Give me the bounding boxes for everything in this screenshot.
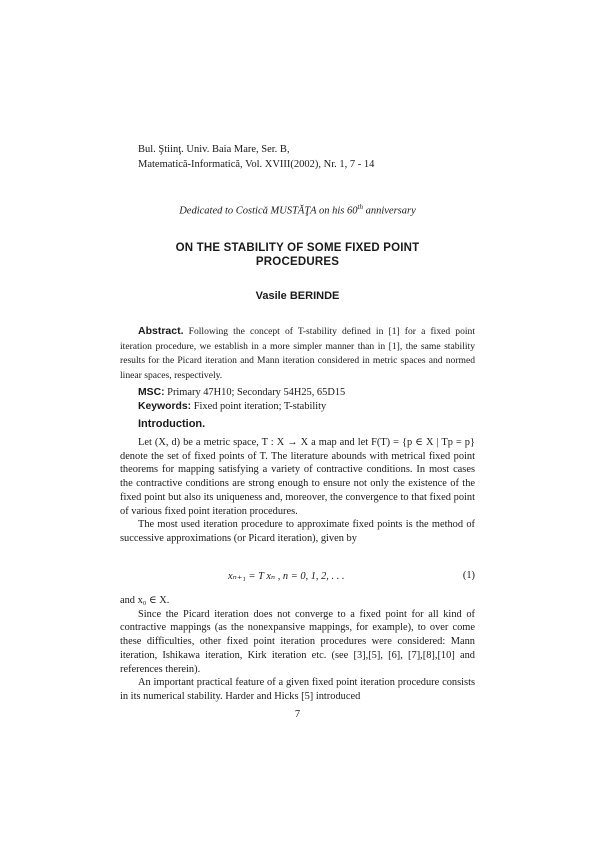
journal-header [138,142,374,172]
paragraph-4: Since the Picard iteration does not converge to a fixed point for all kind of contractive mappings (as the nonexpansive mappings, for example), to over come these difficulties, other fixed point iteration procedures were considered: Mann iteration, Ishikawa iteration, Kirk iteration etc. (see [3],[5], [6], [7],[8],[10] and references therein). [120,608,475,675]
paragraph-2: The most used iteration procedure to approximate fixed points is the method of successive approximations (or Picard iteration), given by [120,519,475,544]
paragraph-3: and x₀ ∈ X. [120,595,170,606]
msc-line [138,386,345,400]
paper-title [140,241,455,269]
journal-header-line-1: Bul. Ştiinţ. Univ. Baia Mare, Ser. B, [138,144,290,155]
body-text-bottom [120,594,475,704]
page-number: 7 [294,709,301,720]
paragraph-1: Let (X, d) be a metric space, T : X → X a map and let F(T) = {p ∈ X | Tp = p} denote the set of fixed points of T. The literature abounds with metrical fixed point theorems for mapping satisfying a variety of contractive conditions. In most cases the contractive conditions are strong enough to ensure not only the existence of the fixed point but also its uniqueness and, moreover, the convergence to that fixed point of various fixed point iteration procedures. [120,437,475,517]
body-text-top [120,436,475,546]
abstract-text: Following the concept of T-stability defined in [1] for a fixed point iteration procedure, we establish in a more simpler manner than in [1], the same stability results for the Picard iteration and Mann iteration considered in metric spaces and normed linear spaces, respectively. [120,326,475,381]
msc-text: Primary 47H10; Secondary 54H25, 65D15 [164,387,346,398]
author-name: Vasile BERINDE [255,290,340,302]
dedication-superscript: th [357,203,363,211]
paper-title-line-1: ON THE STABILITY OF SOME FIXED POINT [175,242,420,254]
keywords-line [138,400,326,414]
equation-formula: xₙ₊₁ = T xₙ , n = 0, 1, 2, . . . [228,571,345,582]
paragraph-5: An important practical feature of a given fixed point iteration procedure consists in its numerical stability. Harder and Hicks [5] introduced [120,677,475,702]
abstract-label: Abstract. [138,325,184,337]
dedication [0,203,595,217]
dedication-tail: anniversary [362,205,416,217]
paper-title-line-2: PROCEDURES [255,256,340,268]
section-heading-introduction: Introduction. [138,418,206,430]
equation-number: (1) [462,570,475,581]
abstract [120,324,475,383]
dedication-text: Dedicated to Costică MUSTĂŢA on his 60 [179,205,358,217]
msc-label: MSC: [138,387,165,398]
journal-header-line-2: Matematică-Informatică, Vol. XVIII(2002), Nr. 1, 7 - 14 [138,159,375,170]
keywords-label: Keywords: [138,401,192,412]
keywords-text: Fixed point iteration; T-stability [191,401,327,412]
